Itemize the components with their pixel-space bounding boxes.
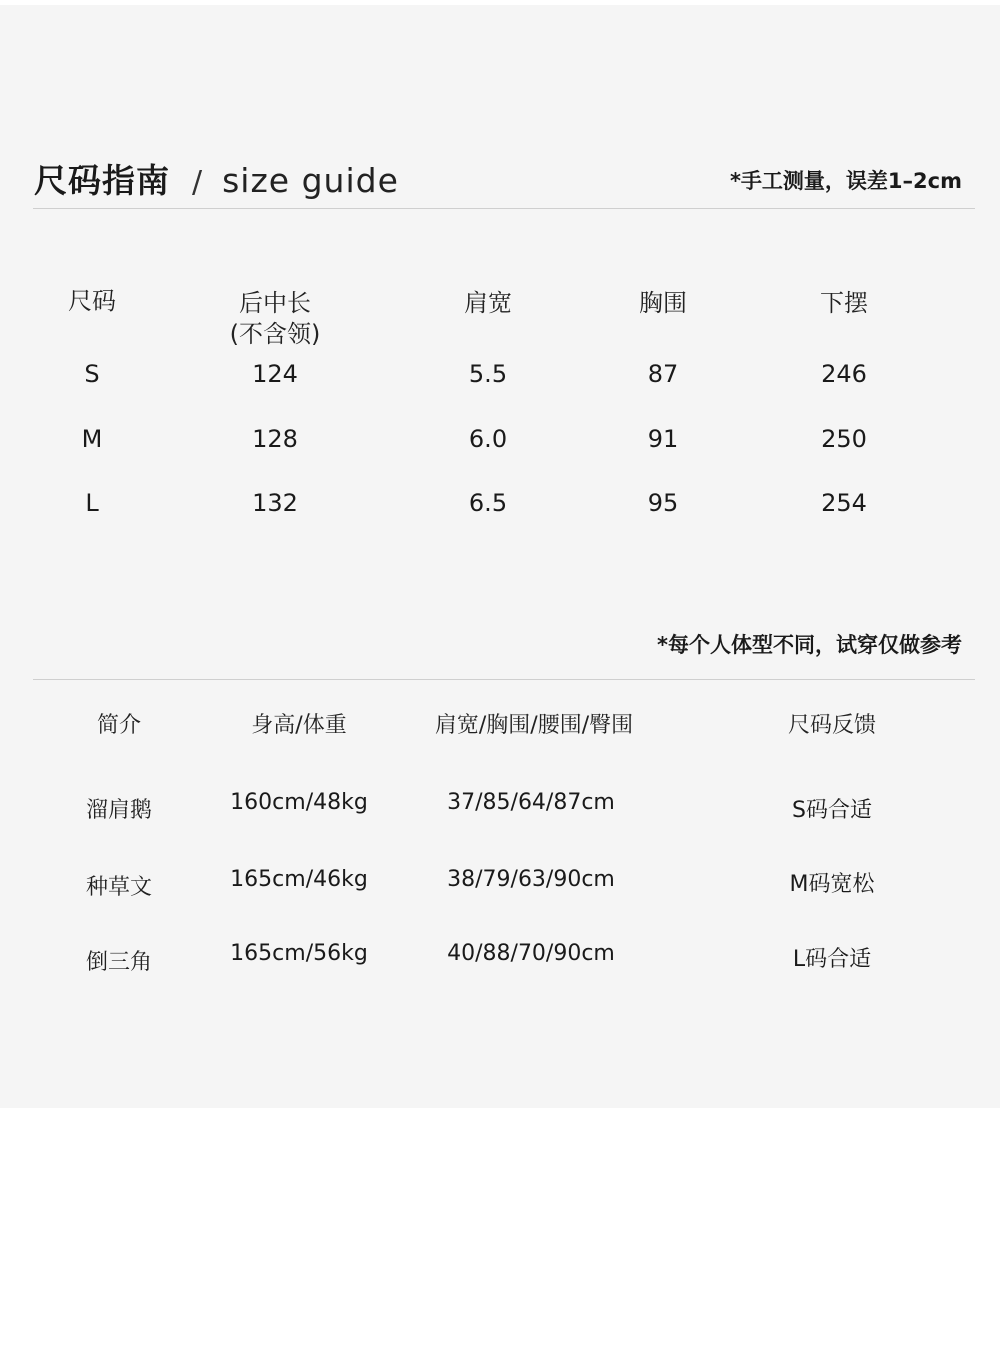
size-header-shoulder: 肩宽 [464, 289, 512, 317]
title-english: size guide [222, 161, 399, 200]
feedback-cell: M码宽松 [789, 872, 875, 897]
feedback-header-measurements: 肩宽/胸围/腰围/臀围 [434, 713, 634, 738]
size-cell: 254 [821, 489, 867, 517]
size-cell: 95 [647, 489, 679, 517]
size-cell: 128 [252, 425, 298, 453]
size-cell: 5.5 [468, 360, 508, 388]
size-cell: 6.5 [468, 489, 508, 517]
feedback-cell: 37/85/64/87cm [447, 790, 615, 815]
size-cell: 91 [647, 425, 679, 453]
feedback-cell: 溜肩鹅 [85, 798, 153, 823]
size-cell: M [81, 425, 103, 453]
title-separator: / [192, 165, 203, 200]
feedback-cell: 40/88/70/90cm [447, 941, 615, 966]
measurement-note: *手工测量，误差1–2cm [729, 169, 962, 193]
feedback-cell: 种草文 [85, 875, 153, 900]
feedback-cell: 165cm/56kg [230, 941, 368, 966]
size-cell: 246 [821, 360, 867, 388]
divider [33, 679, 975, 680]
feedback-header-height-weight: 身高/体重 [251, 713, 347, 738]
size-header-chest: 胸围 [639, 289, 687, 317]
feedback-cell: 倒三角 [85, 950, 153, 975]
feedback-cell: S码合适 [792, 798, 872, 823]
size-header-hem: 下摆 [820, 289, 868, 317]
size-cell: 6.0 [468, 425, 508, 453]
feedback-header-size-feedback: 尺码反馈 [787, 713, 877, 738]
feedback-cell: 165cm/46kg [230, 867, 368, 892]
size-cell: 250 [821, 425, 867, 453]
size-cell: L [85, 489, 99, 517]
size-cell: 132 [252, 489, 298, 517]
size-cell: S [84, 360, 100, 388]
feedback-header-profile: 简介 [96, 713, 142, 738]
size-cell: 87 [647, 360, 679, 388]
size-header-length-note: (不含领) [229, 320, 321, 348]
size-guide-title [34, 155, 399, 200]
size-guide-panel [0, 5, 1000, 1108]
size-header-size: 尺码 [68, 287, 116, 315]
size-cell: 124 [252, 360, 298, 388]
size-header-length: 后中长 [239, 289, 311, 317]
feedback-cell: 160cm/48kg [230, 790, 368, 815]
divider [33, 208, 975, 209]
title-chinese: 尺码指南 [34, 161, 170, 200]
feedback-cell: 38/79/63/90cm [447, 867, 615, 892]
feedback-cell: L码合适 [792, 947, 872, 972]
fit-note: *每个人体型不同，试穿仅做参考 [657, 633, 962, 657]
